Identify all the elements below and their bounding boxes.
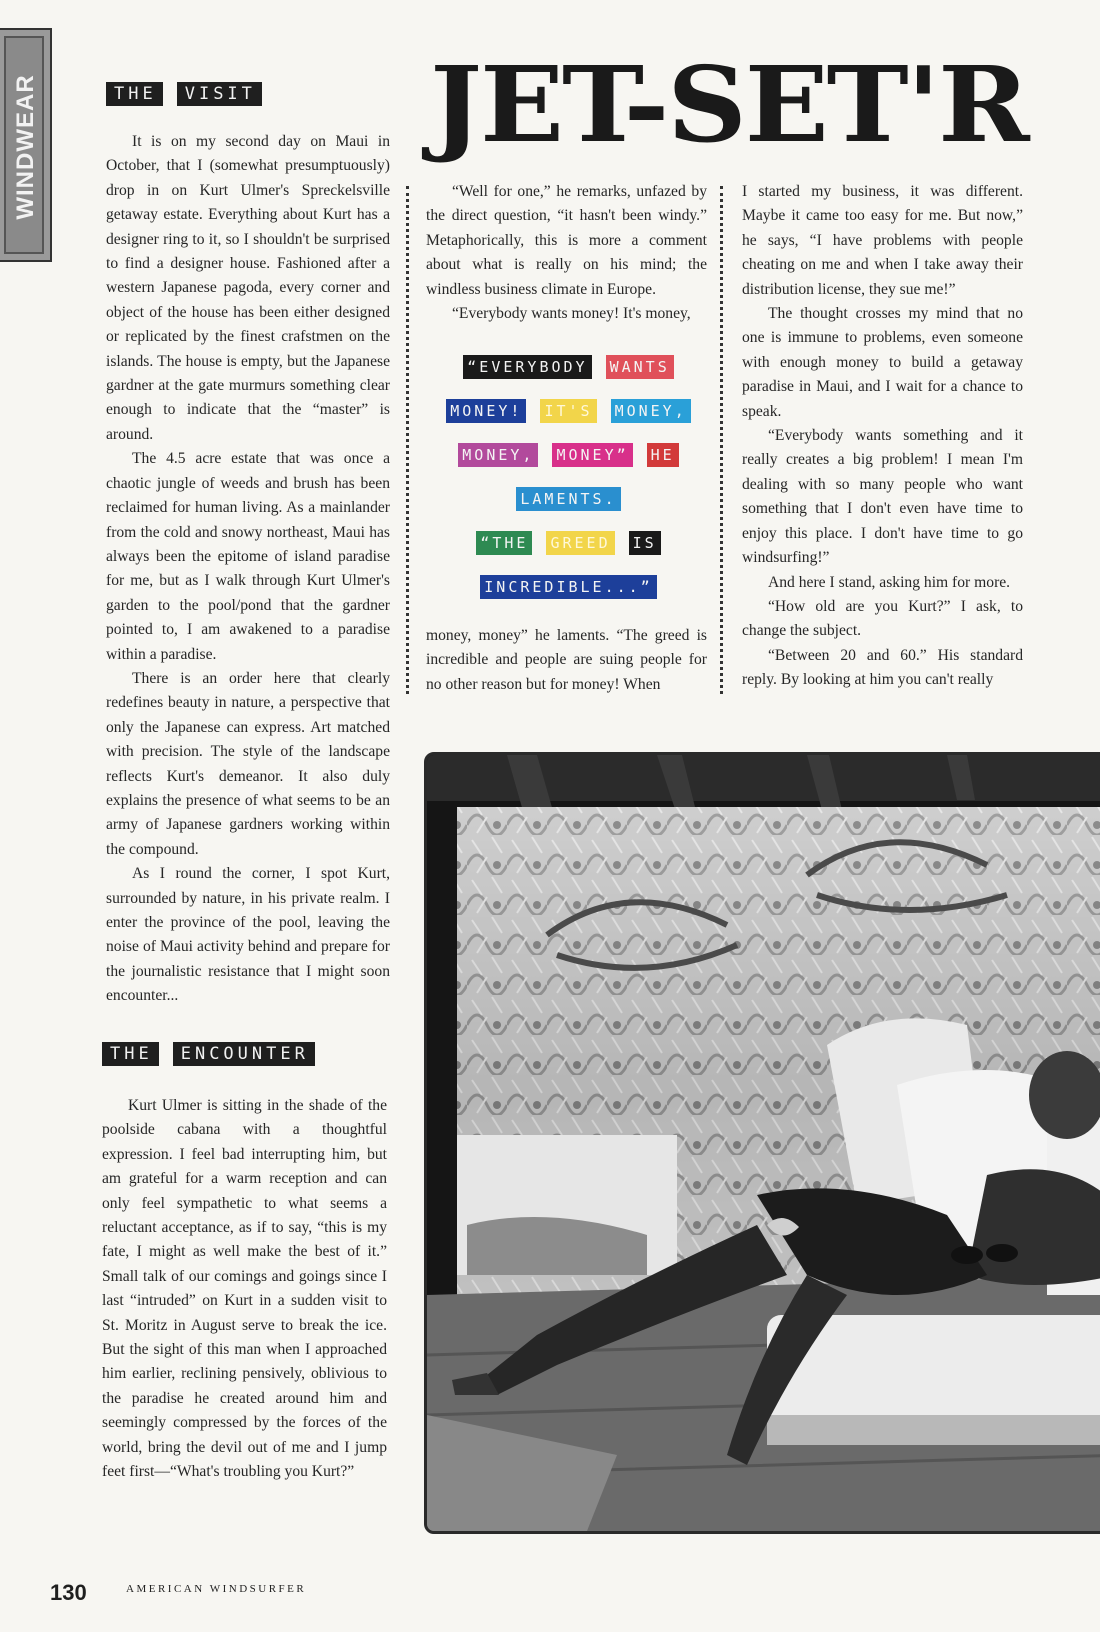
- article-column-3: [742, 180, 1023, 693]
- paragraph: Kurt Ulmer is sitting in the shade of the poolside cabana with a thoughtful expression. I feel bad interrupting him, but am grateful for a warm reception and can only feel sympathetic to what seems a reluctant acceptance, as if to say, “this is my fate, I might as well make the best of it.” Small talk of our comings and goings since I last “intruded” on Kurt in a sudden visit to St. Moritz in August serve to break the ice. But the sight of this man when I approached him earlier, reclining pensively, oblivious to the paradise he created around him and seemingly compressed by the forces of the world, bring the devil out of me and I jump feet first—“What's troubling you Kurt?”: [102, 1097, 387, 1481]
- pull-quote-word: IT'S: [540, 399, 596, 423]
- pull-quote-word: INCREDIBLE...”: [480, 575, 656, 599]
- paragraph: “How old are you Kurt?” I ask, to change the subject.: [742, 597, 1023, 640]
- heading-word: THE: [102, 1042, 159, 1066]
- pull-quote-word: MONEY,: [458, 443, 538, 467]
- pull-quote-word: MONEY,: [611, 399, 691, 423]
- page-number: 130: [50, 1580, 87, 1605]
- paragraph: There is an order here that clearly redefines beauty in nature, a perspective that only the Japanese can express. Art matched with precision. The style of the landscape reflects Kurt's demeanor. It also duly explains the presence of what seems to be an army of Japanese gardners working within the compound.: [106, 669, 390, 858]
- article-column-2: [426, 180, 707, 326]
- pull-quote-line: [426, 575, 711, 599]
- paragraph: The thought crosses my mind that no one is immune to problems, even someone with enough money to build a getaway paradise in Maui, and I wait for a chance to speak.: [742, 305, 1023, 420]
- paragraph: “Everybody wants something and it really creates a big problem! I mean I'm dealing with so many people who want something that I don't even have time to enjoy this place. I don't have time to go windsurfing!”: [742, 427, 1023, 567]
- heading-the-visit: [106, 82, 262, 106]
- paragraph: money, money” he laments. “The greed is incredible and people are suing people for no other reason but for money! When: [426, 627, 707, 693]
- paragraph: The 4.5 acre estate that was once a chaotic jungle of weeds and brush has been reclaimed for human living. As a mainlander from the cold and snowy northeast, Maui has always been the epitome of island paradise for me, but as I walk through Kurt Ulmer's garden to the pool/pond that the gardner pointed to, I am awakened to a paradise within a paradise.: [106, 450, 390, 663]
- paragraph: And here I stand, asking him for more.: [768, 573, 1011, 591]
- paragraph: I started my business, it was different. Maybe it came too easy for me. But now,” he says, “I have problems with people cheating on me and when I take away their distribution license, they sue me!”: [742, 183, 1023, 298]
- paragraph: It is on my second day on Maui in October, that I (somewhat presumptuously) drop in on Kurt Ulmer's Spreckelsville getaway estate. Everything about Kurt has a designer ring to it, so I shouldn't be surprised to find a designer house. Fashioned after a western Japanese pagoda, every corner and object of the house has been either designed or replicated by the finest crafstmen on the islands. The house is empty, but the Japanese gardner at the gate murmurs something clear enough to indicate that the “master” is around.: [106, 133, 390, 443]
- article-column-1: [106, 130, 390, 1009]
- pull-quote-line: [426, 399, 711, 423]
- cabana-photo: [424, 752, 1100, 1534]
- pull-quote-line: [426, 531, 711, 555]
- paragraph: “Well for one,” he remarks, unfazed by the direct question, “it hasn't been windy.” Metaphorically, this is more a comment about what is really on his mind; the windless business climate in Europe.: [426, 183, 707, 298]
- pull-quote-word: MONEY”: [552, 443, 632, 467]
- article-column-2-continued: [426, 624, 707, 697]
- heading-word: VISIT: [177, 82, 262, 106]
- pull-quote-word: LAMENTS.: [516, 487, 620, 511]
- column-divider: [720, 186, 723, 694]
- pull-quote: [426, 355, 711, 619]
- pull-quote-word: HE: [647, 443, 679, 467]
- pull-quote-line: [426, 443, 711, 467]
- pull-quote-line: [426, 355, 711, 379]
- article-title: JET-SET'R: [430, 43, 1028, 166]
- pull-quote-word: MONEY!: [446, 399, 526, 423]
- paragraph: “Between 20 and 60.” His standard reply. By looking at him you can't really: [742, 646, 1023, 689]
- pull-quote-word: IS: [629, 531, 661, 555]
- paragraph: As I round the corner, I spot Kurt, surrounded by nature, in his private realm. I enter the province of the pool, leaving the noise of Maui activity behind and prepare for the journalistic resistance that I might soon encounter...: [106, 865, 390, 1005]
- heading-the-encounter: [102, 1042, 315, 1066]
- pull-quote-word: “THE: [476, 531, 532, 555]
- pull-quote-line: [426, 487, 711, 511]
- pull-quote-word: GREED: [546, 531, 614, 555]
- paragraph: “Everybody wants money! It's money,: [452, 305, 691, 323]
- heading-word: ENCOUNTER: [173, 1042, 315, 1066]
- pull-quote-word: WANTS: [606, 355, 674, 379]
- column-divider: [406, 186, 409, 694]
- section-tab-label: WINDWEAR: [12, 74, 39, 220]
- cabana-photo-illustration: [427, 755, 1100, 1531]
- section-tab: [0, 28, 52, 262]
- magazine-name: AMERICAN WINDSURFER: [126, 1583, 307, 1595]
- heading-word: THE: [106, 82, 163, 106]
- pull-quote-word: “EVERYBODY: [463, 355, 591, 379]
- article-column-1-continued: [102, 1094, 387, 1485]
